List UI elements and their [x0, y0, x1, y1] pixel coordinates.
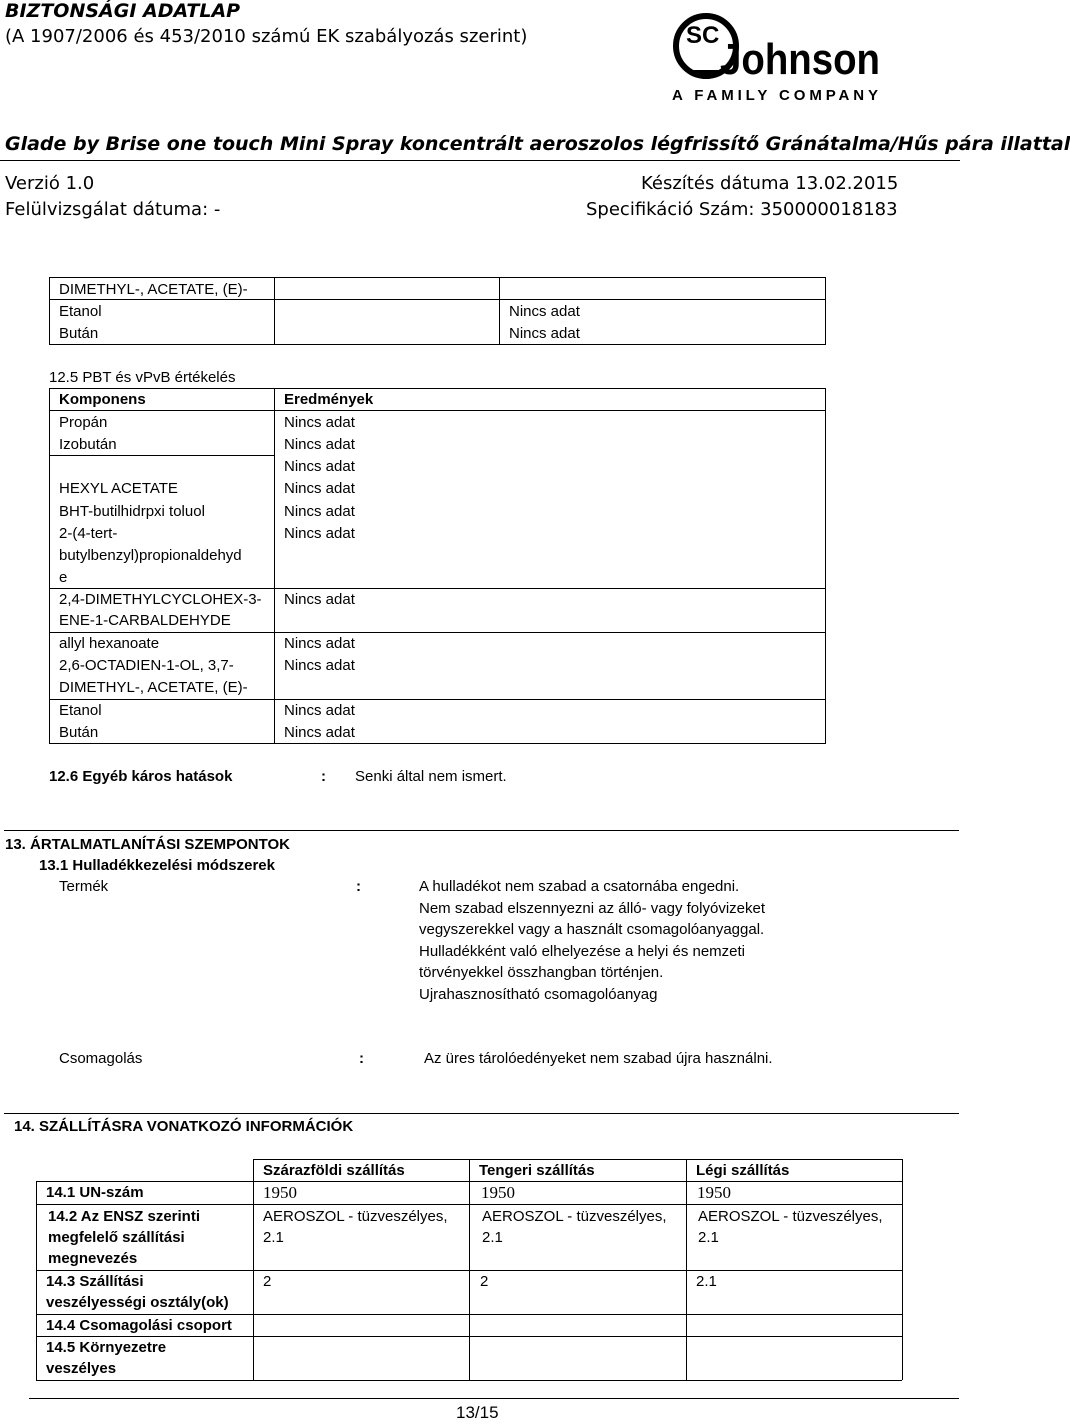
result-value: Nincs adat	[284, 702, 355, 719]
table-divider	[49, 632, 826, 633]
product-disposal-line: Ujrahasznosítható csomagolóanyag	[419, 986, 658, 1003]
row-label: veszélyes	[46, 1360, 117, 1377]
result-value: Nincs adat	[284, 591, 355, 608]
colon: :	[356, 878, 361, 895]
table-cell: Bután	[59, 325, 99, 342]
section-13-1-title: 13.1 Hulladékkezelési módszerek	[39, 857, 275, 874]
table-divider	[36, 1181, 37, 1380]
section-12-5-title: 12.5 PBT és vPvB értékelés	[49, 369, 236, 386]
shipping-name: AEROSZOL - tüzveszélyes,	[482, 1208, 667, 1225]
component-name: BHT-butilhidrpxi toluol	[59, 503, 205, 520]
row-label: 14.5 Környezetre	[46, 1339, 167, 1356]
component-name: DIMETHYL-, ACETATE, (E)-	[59, 679, 248, 696]
col-header-component: Komponens	[59, 391, 146, 408]
table-cell: DIMETHYL-, ACETATE, (E)-	[59, 281, 248, 298]
table-divider	[274, 388, 275, 744]
version: Verzió 1.0	[5, 173, 95, 194]
shipping-name: AEROSZOL - tüzveszélyes,	[698, 1208, 883, 1225]
packaging-value: Az üres tárolóedényeket nem szabad újra használni.	[424, 1050, 773, 1067]
page-number: 13/15	[456, 1403, 499, 1422]
component-name: Bután	[59, 724, 99, 741]
result-value: Nincs adat	[284, 458, 355, 475]
svg-text:A FAMILY COMPANY: A FAMILY COMPANY	[672, 87, 878, 104]
shipping-name: 2.1	[263, 1229, 284, 1246]
shipping-name: 2.1	[482, 1229, 503, 1246]
component-name: Izobután	[59, 436, 117, 453]
result-value: Nincs adat	[284, 436, 355, 453]
section-12-6-label: 12.6 Egyéb káros hatások	[49, 768, 233, 785]
header-rule	[0, 160, 960, 161]
table-divider	[49, 699, 826, 700]
section-rule	[4, 830, 959, 831]
table-cell: Etanol	[59, 303, 102, 320]
result-value: Nincs adat	[284, 635, 355, 652]
table-cell: Nincs adat	[509, 325, 580, 342]
table-divider	[253, 1159, 254, 1380]
result-value: Nincs adat	[284, 724, 355, 741]
component-name: Propán	[59, 414, 108, 431]
product-disposal-line: Nem szabad elszennyezni az álló- vagy folyóvizeket	[419, 900, 766, 917]
section-14-title: 14. SZÁLLÍTÁSRA VONATKOZÓ INFORMÁCIÓK	[14, 1118, 354, 1135]
prep-date: Készítés dátuma 13.02.2015	[641, 173, 899, 194]
col-header-sea: Tengeri szállítás	[479, 1162, 595, 1179]
component-name: allyl hexanoate	[59, 635, 160, 652]
un-number: 1950	[481, 1183, 515, 1202]
component-name: Etanol	[59, 702, 102, 719]
component-name: 2-(4-tert-	[59, 525, 118, 542]
colon: :	[359, 1050, 364, 1067]
col-header-air: Légi szállítás	[696, 1162, 790, 1179]
company-logo	[668, 8, 882, 103]
packaging-label: Csomagolás	[59, 1050, 143, 1067]
regulation-text: (A 1907/2006 és 453/2010 számú EK szabályozás szerint)	[5, 26, 528, 47]
un-number: 1950	[263, 1183, 297, 1202]
row-label: 14.1 UN-szám	[46, 1184, 144, 1201]
row-label: veszélyességi osztály(ok)	[46, 1294, 229, 1311]
un-number: 1950	[697, 1183, 731, 1202]
component-name: butylbenzyl)propionaldehyd	[59, 547, 242, 564]
svg-text:Johnson: Johnson	[720, 35, 880, 84]
sc-johnson-logo-icon	[668, 8, 882, 103]
hazard-class: 2.1	[696, 1273, 717, 1290]
row-label: 14.3 Szállítási	[46, 1273, 144, 1290]
table-cell: Nincs adat	[509, 303, 580, 320]
row-label: 14.2 Az ENSZ szerinti	[48, 1208, 200, 1225]
spec-number: Specifikáció Szám: 350000018183	[586, 199, 898, 220]
component-name: 2,6-OCTADIEN-1-OL, 3,7-	[59, 657, 234, 674]
revision-date: Felülvizsgálat dátuma: -	[5, 199, 221, 220]
component-name: 2,4-DIMETHYLCYCLOHEX-3-	[59, 591, 262, 608]
table-divider	[36, 1380, 902, 1381]
doc-title: BIZTONSÁGI ADATLAP	[5, 0, 241, 22]
table-divider	[686, 1159, 687, 1380]
product-disposal-line: törvényekkel összhangban történjen.	[419, 964, 664, 981]
table-divider	[499, 277, 500, 345]
result-value: Nincs adat	[284, 657, 355, 674]
product-disposal-line: A hulladékot nem szabad a csatornába engedni.	[419, 878, 740, 895]
hazard-class: 2	[263, 1273, 272, 1290]
footer-rule	[29, 1398, 959, 1399]
colon: :	[321, 768, 326, 785]
component-name: HEXYL ACETATE	[59, 480, 178, 497]
product-label: Termék	[59, 878, 109, 895]
table-divider	[469, 1159, 470, 1380]
component-name: e	[59, 569, 68, 586]
table-divider	[902, 1159, 903, 1380]
result-value: Nincs adat	[284, 414, 355, 431]
result-value: Nincs adat	[284, 480, 355, 497]
product-disposal-line: vegyszerekkel vagy a használt csomagolóanyaggal.	[419, 921, 765, 938]
product-name: Glade by Brise one touch Mini Spray koncentrált aeroszolos légfrissítő Gránátalma/Hűs pára illattal	[5, 133, 1070, 155]
table-divider	[49, 410, 826, 411]
result-value: Nincs adat	[284, 525, 355, 542]
product-disposal-line: Hulladékként való elhelyezése a helyi és nemzeti	[419, 943, 746, 960]
row-label: megnevezés	[48, 1250, 138, 1267]
section-12-6-value: Senki által nem ismert.	[355, 768, 507, 785]
svg-text:SC: SC	[686, 22, 720, 49]
col-header-road: Szárazföldi szállítás	[263, 1162, 405, 1179]
result-value: Nincs adat	[284, 503, 355, 520]
table-divider	[274, 277, 275, 345]
col-header-results: Eredmények	[284, 391, 374, 408]
component-name: ENE-1-CARBALDEHYDE	[59, 612, 231, 629]
section-13-title: 13. ÁRTALMATLANÍTÁSI SZEMPONTOK	[5, 836, 290, 853]
row-label: megfelelő szállítási	[48, 1229, 185, 1246]
section-rule	[4, 1113, 959, 1114]
row-label: 14.4 Csomagolási csoport	[46, 1317, 232, 1334]
shipping-name: 2.1	[698, 1229, 719, 1246]
hazard-class: 2	[480, 1273, 489, 1290]
shipping-name: AEROSZOL - tüzveszélyes,	[263, 1208, 448, 1225]
